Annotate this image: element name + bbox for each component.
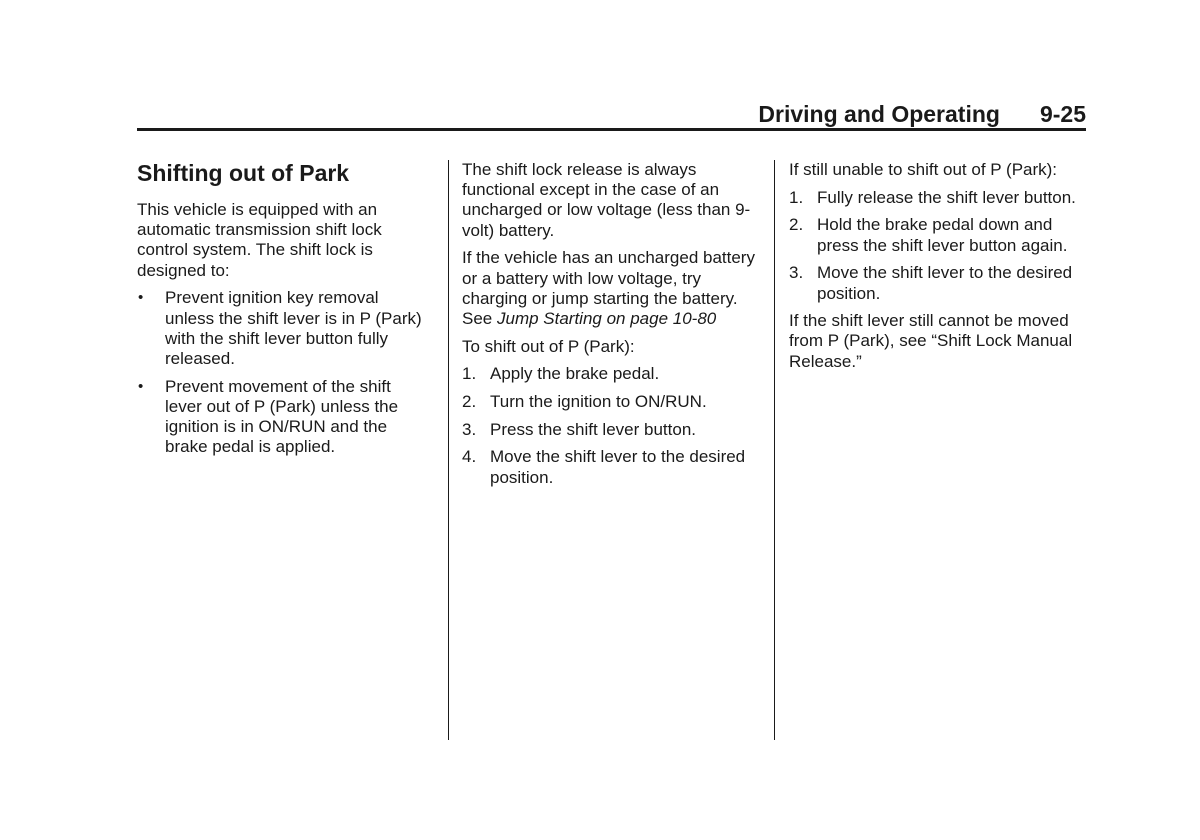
column-divider [774,160,775,740]
step-text: Move the shift lever to the desired position. [490,447,746,487]
list-item [789,188,1089,208]
step-number: 4. [462,447,477,467]
step-number: 3. [462,419,477,439]
paragraph: To shift out of P (Park): [462,336,635,356]
numbered-list [789,188,1089,304]
list-item [137,288,427,369]
step-number: 2. [789,215,804,235]
step-text: Turn the ignition to ON/RUN. [490,392,707,412]
section-heading: Shifting out of Park [137,160,350,186]
intro-paragraph: This vehicle is equipped with an automatic transmission shift lock control system. The shift lock is designed to: [137,200,382,280]
list-item [462,392,762,412]
list-item [462,420,762,440]
page-header [137,100,1086,128]
step-number: 1. [462,364,477,384]
cross-reference: Jump Starting on page 10-80 [496,308,717,328]
paragraph: If still unable to shift out of P (Park): [789,160,1058,179]
bullet-marker: • [138,377,144,395]
step-text: Hold the brake pedal down and press the shift lever button again. [817,215,1068,255]
list-item [137,377,427,458]
column-2 [462,160,762,495]
bullet-text: Prevent ignition key removal unless the shift lever is in P (Park) with the shift lever button fully released. [165,288,422,368]
section-title: Driving and Operating [758,101,1000,127]
paragraph-text: If the vehicle has an uncharged battery or a battery with low voltage, try charging or jump starting the battery. See [462,248,755,328]
list-item [462,447,762,487]
step-number: 1. [789,187,804,207]
step-text: Apply the brake pedal. [490,364,660,384]
header-rule [137,128,1086,131]
list-item [789,263,1089,303]
step-text: Fully release the shift lever button. [817,187,1076,207]
paragraph [462,248,762,329]
bullet-marker: • [138,289,144,307]
step-text: Move the shift lever to the desired position. [817,263,1073,303]
bullet-list [137,288,427,457]
step-number: 2. [462,392,477,412]
column-divider [448,160,449,740]
list-item [789,215,1089,255]
step-number: 3. [789,263,804,283]
paragraph: If the shift lever still cannot be moved from P (Park), see “Shift Lock Manual Release.” [789,311,1073,371]
list-item [462,364,762,384]
numbered-list [462,364,762,488]
bullet-text: Prevent movement of the shift lever out of P (Park) unless the ignition is in ON/RUN and the brake pedal is applied. [165,376,399,457]
step-text: Press the shift lever button. [490,419,696,439]
column-1 [137,158,427,465]
page-number: 9-25 [1039,101,1086,127]
column-3 [789,160,1089,379]
paragraph: The shift lock release is always functional except in the case of an uncharged or low voltage (less than 9-volt) battery. [462,160,751,240]
